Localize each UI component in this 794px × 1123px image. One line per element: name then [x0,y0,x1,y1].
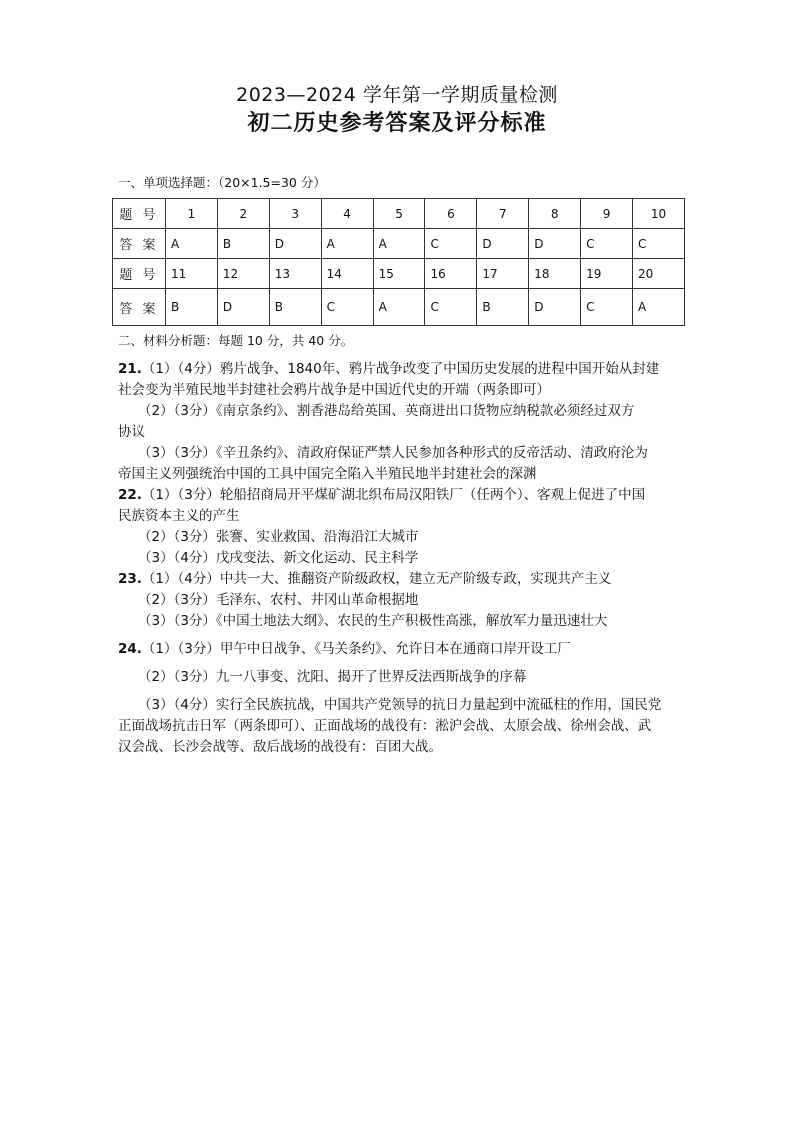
answer-cell: D [529,229,581,259]
document-title: 初二历史参考答案及评分标准 [247,111,547,136]
question-number: 4 [321,199,373,229]
answer-cell: A [166,229,218,259]
q21-part1 [118,357,659,377]
answer-cell: B [269,289,321,326]
q21-part1-cont: 社会变为半殖民地半封建社会鸦片战争是中国近代史的开端（两条即可） [118,382,550,398]
answer-cell: A [633,289,685,326]
answer-cell: A [373,289,425,326]
question-number: 18 [529,259,581,289]
question-number: 20 [633,259,685,289]
question-number: 16 [425,259,477,289]
q23-part2: （2）（3分）毛泽东、农村、井冈山革命根据地 [138,592,419,608]
answer-cell: C [425,289,477,326]
answer-cell: C [425,229,477,259]
answer-text: （1）（3分）轮船招商局开平煤矿湖北织布局汉阳铁厂（任两个）、客观上促进了中国 [141,487,646,503]
answer-cell: D [217,289,269,326]
answer-cell: C [633,229,685,259]
question-number-label: 23. [118,571,142,587]
row-label: 答 案 [113,289,166,326]
q24-part1 [118,637,571,657]
q22-part2: （2）（3分）张謇、实业救国、沿海沿江大城市 [138,529,419,545]
question-number: 6 [425,199,477,229]
answer-row-2 [113,289,685,326]
q22-part1 [118,483,645,503]
question-number: 9 [581,199,633,229]
answer-text: （1）（3分）甲午中日战争、《马关条约》、允许日本在通商口岸开设工厂 [141,641,571,657]
q21-part3: （3）（3分）《辛丑条约》、清政府保证严禁人民参加各种形式的反帝活动、清政府沦为 [138,445,648,461]
row-label: 答 案 [113,229,166,259]
section-1-heading: 一、单项选择题：（20×1.5=30 分） [118,175,326,190]
answer-cell: B [166,289,218,326]
question-number-label: 24. [118,641,142,657]
question-number: 8 [529,199,581,229]
q21-part2-cont: 协议 [118,424,145,440]
q24-part3-cont: 正面战场抗击日军（两条即可）、正面战场的战役有：淞沪会战、太原会战、徐州会战、武 [118,718,652,734]
q21-part3-cont: 帝国主义列强统治中国的工具中国完全陷入半殖民地半封建社会的深渊 [118,466,537,482]
question-number-label: 22. [118,487,142,503]
answer-cell: B [477,289,529,326]
question-number: 2 [217,199,269,229]
answer-cell: D [477,229,529,259]
section-2-heading: 二、材料分析题：每题 10 分，共 40 分。 [118,333,354,348]
number-row-2 [113,259,685,289]
question-number: 10 [633,199,685,229]
answer-cell: C [581,229,633,259]
question-number: 5 [373,199,425,229]
question-number: 1 [166,199,218,229]
question-number-label: 21. [118,361,142,377]
q24-part2: （2）（3分）九一八事变、沈阳、揭开了世界反法西斯战争的序幕 [138,669,527,685]
answer-cell: B [217,229,269,259]
answer-row-1 [113,229,685,259]
question-number: 11 [166,259,218,289]
q22-part3: （3）（4分）戊戌变法、新文化运动、民主科学 [138,550,419,566]
question-number: 14 [321,259,373,289]
question-number: 12 [217,259,269,289]
q23-part3: （3）（3分）《中国土地法大纲》、农民的生产积极性高涨，解放军力量迅速壮大 [138,613,608,629]
answer-table [112,198,685,326]
row-label: 题 号 [113,199,166,229]
answer-cell: D [529,289,581,326]
exam-title: 2023—2024 学年第一学期质量检测 [236,84,558,106]
q23-part1 [118,567,611,587]
row-label: 题 号 [113,259,166,289]
answer-text: （1）（4分）中共一大、推翻资产阶级政权，建立无产阶级专政，实现共产主义 [141,571,612,587]
answer-text: （1）（4分）鸦片战争、1840年、鸦片战争改变了中国历史发展的进程中国开始从封建 [141,361,660,377]
q21-part2: （2）（3分）《南京条约》、割香港岛给英国、英商进出口货物应纳税款必须经过双方 [138,403,635,419]
question-number: 15 [373,259,425,289]
question-number: 19 [581,259,633,289]
answer-cell: A [321,229,373,259]
question-number: 13 [269,259,321,289]
q24-part3-cont2: 汉会战、长沙会战等、敌后战场的战役有：百团大战。 [118,739,442,755]
answer-cell: C [321,289,373,326]
q22-part1-cont: 民族资本主义的产生 [118,508,240,524]
question-number: 7 [477,199,529,229]
answer-cell: D [269,229,321,259]
q24-part3: （3）（4分）实行全民族抗战，中国共产党领导的抗日力量起到中流砥柱的作用，国民党 [138,697,662,713]
answer-cell: C [581,289,633,326]
number-row-1 [113,199,685,229]
question-number: 3 [269,199,321,229]
answer-cell: A [373,229,425,259]
question-number: 17 [477,259,529,289]
